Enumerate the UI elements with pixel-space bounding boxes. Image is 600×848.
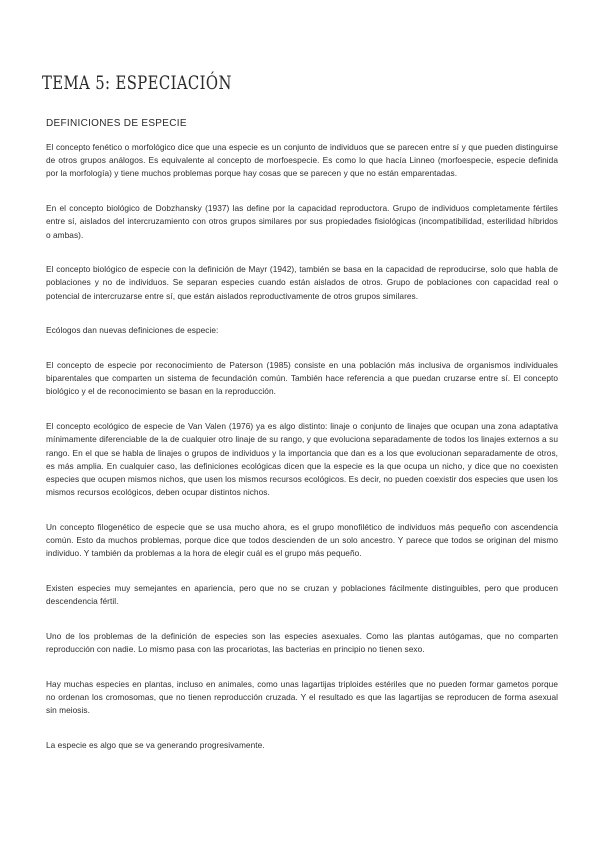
paragraph-ecologos-intro: Ecólogos dan nuevas definiciones de especie: bbox=[46, 325, 219, 336]
paragraph-concepto-fenetico: El concepto fenético o morfológico dice que una especie es un conjunto de individuos que se parecen entre sí y que pueden distinguirse de otros grupos análogos. Es equivalente al concepto de morfoespecie. Es como lo que hacía Linneo (morfoespecie, especie definida por la morfología) y tiene muchos problemas porque hay cosas que se parecen y que no están emparentadas. bbox=[46, 142, 558, 179]
paragraph-concepto-mayr: El concepto biológico de especie con la definición de Mayr (1942), también se basa en la capacidad de reproducirse, solo que habla de poblaciones y no de individuos. Se separan especies cuando están aislados de otros. Grupo de poblaciones con capacidad real o potencial de intercruzarse entre sí, que están aislados reproductivamente de otros grupos similares. bbox=[46, 264, 558, 301]
paragraph-lagartijas-triploides: Hay muchas especies en plantas, incluso en animales, como unas lagartijas triploides estériles que no pueden formar gametos porque no ordenan los cromosomas, que no tienen reproducción cruzada. Y el resultado es que las lagartijas se reproducen de forma asexual sin meiosis. bbox=[46, 678, 558, 716]
paragraph-concepto-van-valen: El concepto ecológico de especie de Van Valen (1976) ya es algo distinto: linaje o conjunto de linajes que ocupan una zona adaptativa mínimamente diferenciable de la de cualquier otro linaje de su rango, y que evoluciona separadamente de todos los linajes externos a su rango. En el que se habla de linajes o grupos de individuos y la importancia que dan es a los que evolucionan separadamente de otros, es más amplia. En cualquier caso, las definiciones ecológicas dicen que la especie es la que ocupa un nicho, y dice que no coexisten especies que ocupen mismos nichos, que usen los mismos recursos ecológicos. Es decir, no pueden coexistir dos especies que usen los mismos recursos ecológicos, deben ocupar distintos nichos. bbox=[46, 421, 558, 498]
paragraph-concepto-filogenetico: Un concepto filogenético de especie que se usa mucho ahora, es el grupo monofilético de individuos más pequeño con ascendencia común. Esto da muchos problemas, porque dice que todos descienden de un solo ancestro. Y parece que todos se originan del mismo individuo. Y también da problemas a la hora de elegir cuál es el grupo más pequeño. bbox=[46, 521, 558, 559]
paragraph-especies-asexuales: Uno de los problemas de la definición de especies son las especies asexuales. Como las plantas autógamas, que no comparten reproducción con nadie. Lo mismo pasa con las procariotas, las bacterias en principio no tienen sexo. bbox=[46, 630, 558, 655]
body-text bbox=[46, 141, 558, 774]
section-heading: DEFINICIONES DE ESPECIE bbox=[46, 118, 187, 129]
page-title: TEMA 5: ESPECIACIÓN bbox=[42, 72, 232, 94]
paragraph-conclusion: La especie es algo que se va generando progresivamente. bbox=[46, 739, 265, 750]
paragraph-concepto-paterson: El concepto de especie por reconocimiento de Paterson (1985) consiste en una población más inclusiva de organismos individuales biparentales que comparten un sistema de fecundación común. También hace referencia a que puedan cruzarse entre sí. El concepto biológico y el de reconocimiento se basan en la reproducción. bbox=[46, 360, 558, 397]
paragraph-especies-semejantes: Existen especies muy semejantes en apariencia, pero que no se cruzan y poblaciones fácilmente distinguibles, pero que producen descendencia fértil. bbox=[46, 582, 558, 607]
paragraph-concepto-dobzhansky: En el concepto biológico de Dobzhansky (1937) las define por la capacidad reproductora. Grupo de individuos completamente fértiles entre sí, aislados del intercruzamiento con otros grupos similares por sus propiedades fisiológicas (incompatibilidad, esterilidad híbridos o ambas). bbox=[46, 203, 558, 240]
